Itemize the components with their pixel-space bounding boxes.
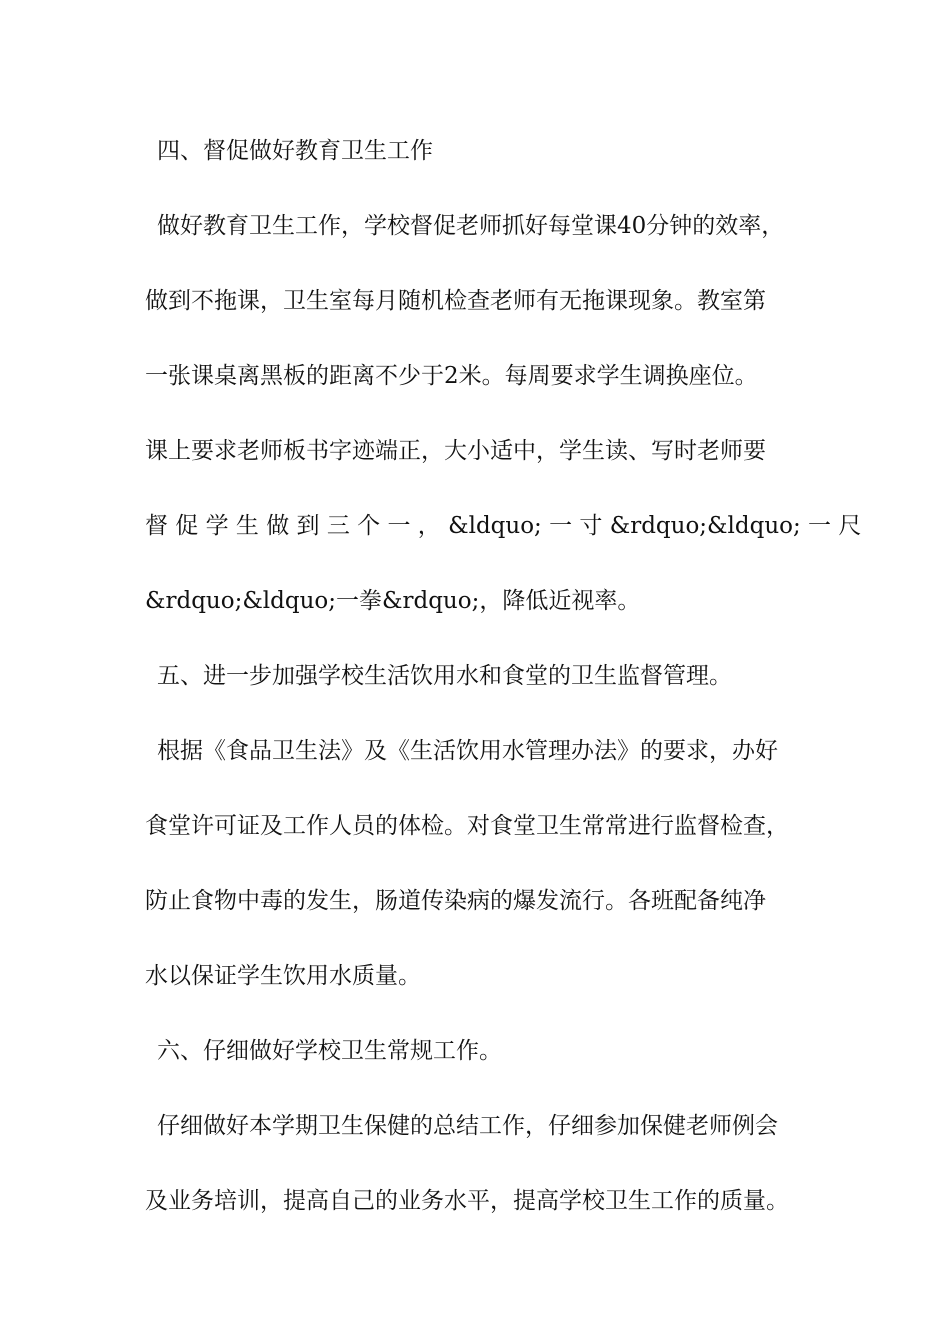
paragraph-line: &rdquo;&ldquo;一拳&rdquo;，降低近视率。: [145, 588, 641, 614]
paragraph-line: 做好教育卫生工作，学校督促老师抓好每堂课40分钟的效率，: [157, 213, 785, 239]
paragraph-line: 仔细做好本学期卫生保健的总结工作，仔细参加保健老师例会: [157, 1113, 778, 1139]
heading-section-5: 五、进一步加强学校生活饮用水和食堂的卫生监督管理。: [157, 663, 732, 689]
paragraph-line: 及业务培训，提高自己的业务水平，提高学校卫生工作的质量。: [145, 1188, 789, 1214]
heading-section-4: 四、督促做好教育卫生工作: [157, 138, 433, 164]
heading-section-6: 六、仔细做好学校卫生常规工作。: [157, 1038, 502, 1064]
paragraph-line: 根据《食品卫生法》及《生活饮用水管理办法》的要求，办好: [157, 738, 778, 764]
paragraph-line: 督 促 学 生 做 到 三 个 一 ， &ldquo; 一 寸 &rdquo;&ldquo; 一 尺: [145, 513, 862, 539]
paragraph-line: 水以保证学生饮用水质量。: [145, 963, 421, 989]
paragraph-line: 一张课桌离黑板的距离不少于2米。每周要求学生调换座位。: [145, 363, 758, 389]
paragraph-line: 防止食物中毒的发生，肠道传染病的爆发流行。各班配备纯净: [145, 888, 766, 914]
paragraph-line: 食堂许可证及工作人员的体检。对食堂卫生常常进行监督检查，: [145, 813, 789, 839]
paragraph-line: 做到不拖课，卫生室每月随机检查老师有无拖课现象。教室第: [145, 288, 766, 314]
paragraph-line: 课上要求老师板书字迹端正，大小适中，学生读、写时老师要: [145, 438, 766, 464]
